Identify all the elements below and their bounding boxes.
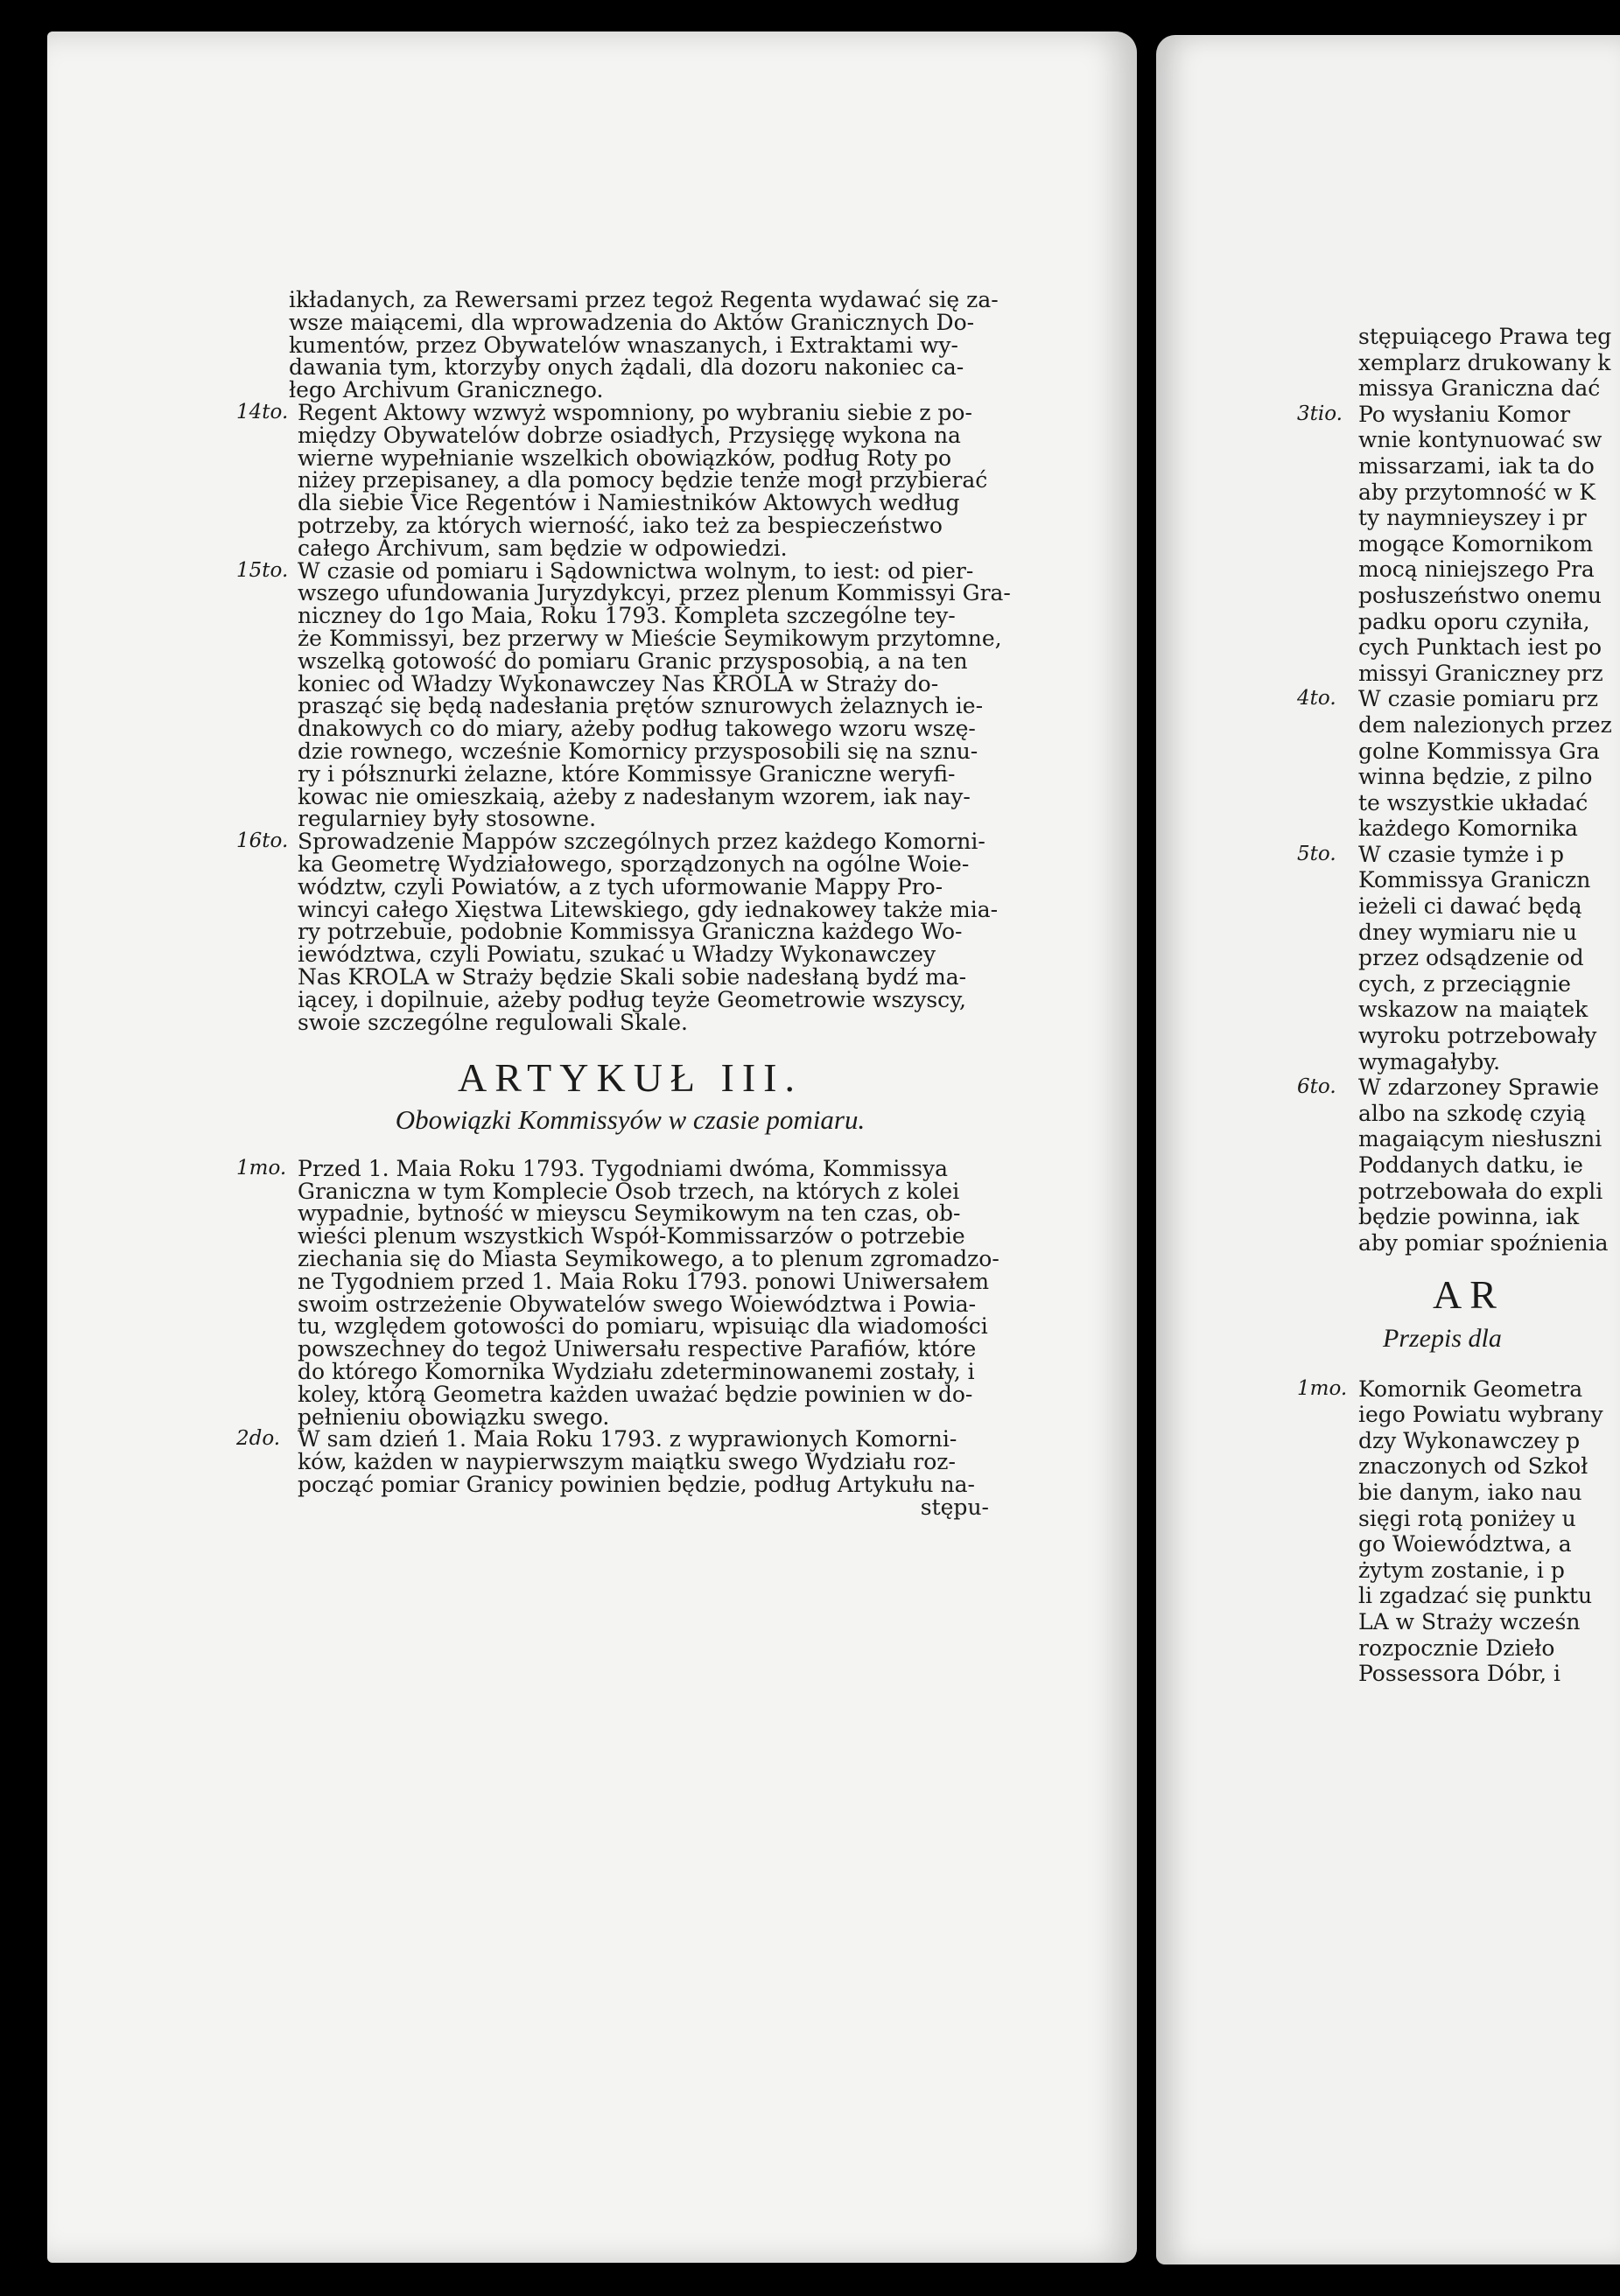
right-article-paragraph-1 <box>1297 1376 1620 1687</box>
paragraph-text: W czasie pomiaru prz dem nalezionych przez golne Kommissya Gra winna będzie, z pilno te wszystkie układać każdego Komornika <box>1358 686 1612 842</box>
article-paragraph-1 <box>236 1155 1024 1430</box>
paragraph-text: W czasie od pomiaru i Sądownictwa wolnym, to iest: od pier- wszego ufundowania Juryzdykcyi, przez plenum Kommissyi Gra- niczney do 1go Maia, Roku 1793. Kompleta szczególne tey- że Kommissyi, bez przerwy w Mieście Seymikowym przytomne, wszelką gotowość do pomiaru Granic przysposobią, a na ten koniec od Władzy Wykonawczey Nas KROLA w Straży do- prasząć się będą nadesłania prętów sznurowych żelaznych ie- dnakowych co do miary, ażeby podług takowego wzoru wszę- dzie rownego, wcześnie Komornicy przysposobili się na sznu- ry i półsznurki żelazne, które Kommissye Graniczne weryfi- kowac nie omieszkaią, ażeby z nadesłanym wzorem, iak nay- regularniey były stosowne. <box>298 557 1011 832</box>
paragraph-number: 14to. <box>236 400 289 424</box>
paragraph-16 <box>236 830 1024 1033</box>
intro-text: ikładanych, za Rewersami przez tegoż Regenta wydawać się za- wsze maiącemi, dla wprowadzenia do Aktów Granicznych Do- kumentów, przez Obywatelów wnaszanych, i Extraktami wy- dawania tym, ktorzyby onych żądali, dla dozoru nakoniec ca- łego Archivum Granicznego. <box>289 287 999 403</box>
right-article-heading: AR <box>1433 1272 1504 1318</box>
paragraph-number: 1mo. <box>236 1156 287 1180</box>
article-heading: ARTYKUŁ III. <box>458 1055 803 1101</box>
paragraph-text: W zdarzoney Sprawie albo na szkodę czyią magaiącym niesłuszni Poddanych datku, ie potrzebowała do expli będzie powinna, iak aby pomiar spoźnienia <box>1358 1074 1609 1256</box>
paragraph-number: 5to. <box>1297 842 1336 865</box>
paragraph-number: 3tio. <box>1297 402 1343 425</box>
right-intro-text: stępuiącego Prawa teg xemplarz drukowany k missya Graniczna dać <box>1358 324 1612 402</box>
article-paragraph-2 <box>236 1426 1024 1498</box>
right-article-subheading: Przepis dla <box>1383 1323 1502 1353</box>
right-paragraph-3 <box>1297 402 1620 687</box>
paragraph-text: Przed 1. Maia Roku 1793. Tygodniami dwóma, Kommissya Graniczna w tym Komplecie Osob trzech, na których z kolei wypadnie, bytność w mieyscu Seymikowym na ten czas, ob- wieści plenum wszystkich Współ-Kommissarzów o potrzebie ziechania się do Miasta Seymikowego, a to plenum zgromadzo- ne Tygodniem przed 1. Maia Roku 1793. ponowi Uniwersałem swoim ostrzeżenie Obywatelów swego Woiewództwa i Powia- tu, względem gotowości do pomiaru, wpisuiąc dla wiadomości powszechney do tegoż Uniwersału respective Parafiów, które do którego Komornika Wydziału zdeterminowanemi zostały, i koley, którą Geometra każden uważać będzie powinien w do- pełnieniu obowiązku swego. <box>298 1155 999 1430</box>
paragraph-number: 6to. <box>1297 1075 1336 1099</box>
right-page-text <box>1297 324 1620 1687</box>
paragraph-14 <box>236 399 1024 561</box>
right-paragraph-4 <box>1297 686 1620 842</box>
paragraph-number: 1mo. <box>1297 1376 1348 1400</box>
paragraph-text: Komornik Geometra iego Powiatu wybrany dzy Wykonawczey p znaczonych od Szkoł bie danym, iako nau sięgi rotą poniżey u go Woiewództwa, a żytym zostanie, i p li zgadzać się punktu LA w Straży wcześn rozpocznie Dzieło Possessora Dóbr, i <box>1358 1376 1603 1687</box>
paragraph-text: W czasie tymże i p Kommissya Graniczn ieżeli ci dawać będą dney wymiaru nie u przez odsądzenie od cych, z przeciągnie wskazow na maiątek wyroku potrzebowały wymagałyby. <box>1358 841 1597 1074</box>
catchword: stępu- <box>920 1494 989 1520</box>
article-subheading: Obowiązki Kommissyów w czasie pomiaru. <box>395 1104 866 1136</box>
paragraph-number: 15to. <box>236 558 289 582</box>
left-page-text <box>236 289 1024 1519</box>
paragraph-text: Sprowadzenie Mappów szczególnych przez każdego Komorni- ka Geometrę Wydziałowego, sporządzonych na ogólne Woie- wództw, czyli Powiatów, a z tych uformowanie Mappy Pro- wincyi całego Xięstwa Litewskiego, gdy iednakowey także mia- ry potrzebuie, podobnie Kommissya Graniczna każdego Wo- iewództwa, czyli Powiatu, szukać u Władzy Wykonawczey Nas KROLA w Straży będzie Skali sobie nadesłaną bydź ma- iącey, i dopilnuie, ażeby podług teyże Geometrowie wszyscy, swoie szczególne regulowali Skale. <box>298 829 999 1035</box>
right-paragraph-5 <box>1297 842 1620 1074</box>
paragraph-text: W sam dzień 1. Maia Roku 1793. z wyprawionych Komorni- ków, każden w naypierwszym maiątku swego Wydziału roz- począć pomiar Granicy powinien będzie, podług Artykułu na- <box>298 1426 975 1498</box>
right-paragraph-6 <box>1297 1074 1620 1256</box>
paragraph-number: 2do. <box>236 1427 281 1451</box>
paragraph-text: Po wysłaniu Komor wnie kontynuować sw missarzami, iak ta do aby przytomność w K ty naymnieyszey i pr mogące Komornikom mocą niniejszego Pra posłuszeństwo onemu padku oporu czyniła, cych Punktach iest po missyi Graniczney prz <box>1358 401 1603 686</box>
paragraph-15 <box>236 557 1024 832</box>
paragraph-number: 16to. <box>236 830 289 853</box>
paragraph-text: Regent Aktowy wzwyż wspomniony, po wybraniu siebie z po- między Obywatelów dobrze osiadłych, Przysięgę wykona na wierne wypełnianie wszelkich obowiązków, podług Roty po niżey przepisaney, a dla pomocy będzie tenże mogł przybierać dla siebie Vice Regentów i Namiestników Aktowych według potrzeby, za których wierność, iako też za bespieczeństwo całego Archivum, sam będzie w odpowiedzi. <box>298 399 988 561</box>
paragraph-number: 4to. <box>1297 687 1336 710</box>
